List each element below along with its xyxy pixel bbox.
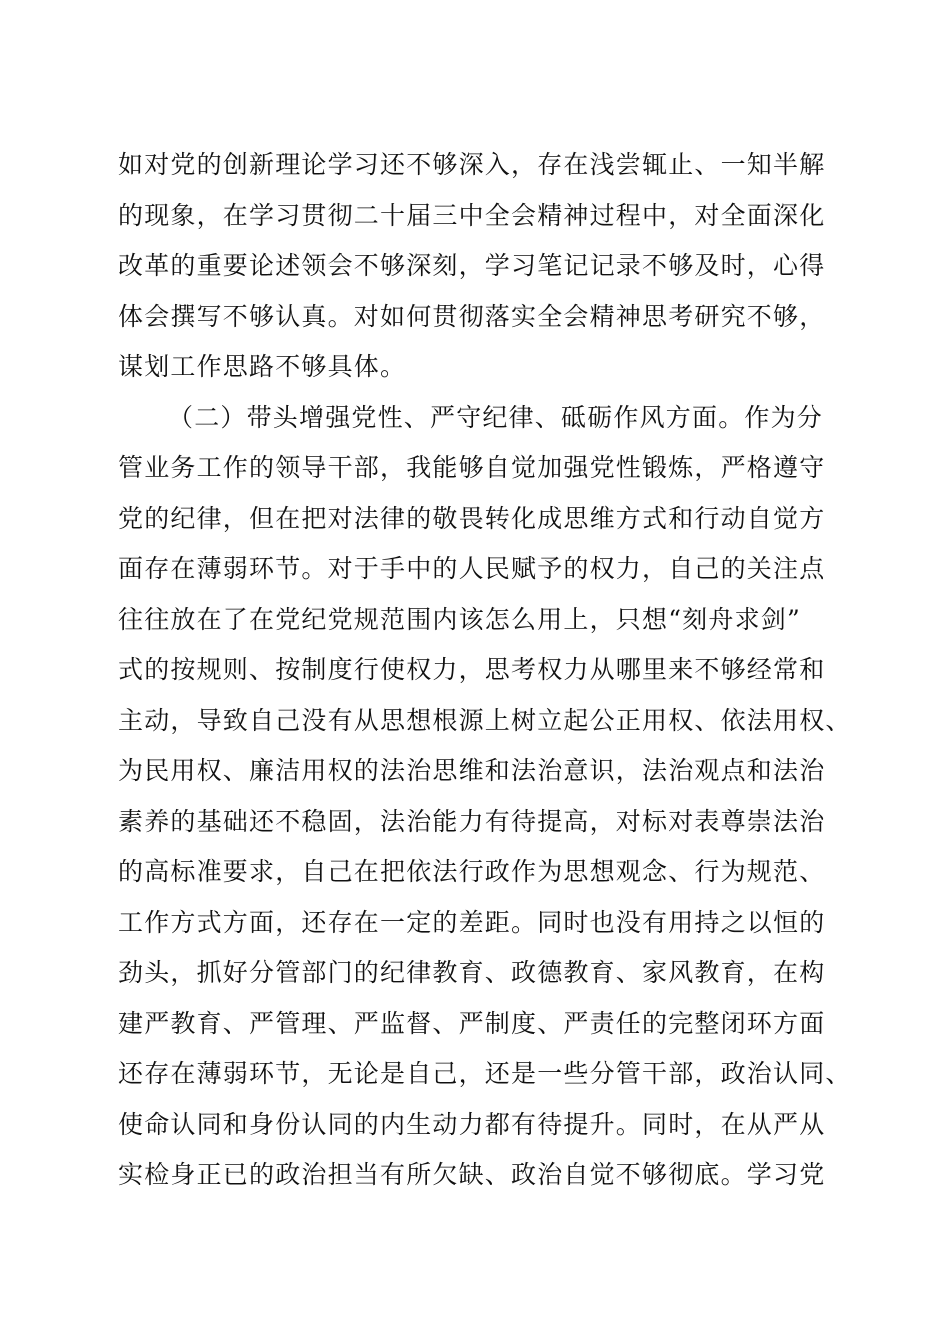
text-line: 党的纪律，但在把对法律的敬畏转化成思维方式和行动自觉方 — [118, 503, 826, 533]
text-line: 工作方式方面，还存在一定的差距。同时也没有用持之以恒的 — [118, 907, 826, 937]
text-line: 面存在薄弱环节。对于手中的人民赋予的权力，自己的关注点 — [118, 554, 826, 583]
text-line: 体会撰写不够认真。对如何贯彻落实全会精神思考研究不够， — [118, 301, 826, 331]
text-line: 为民用权、廉洁用权的法治思维和法治意识，法治观点和法治 — [118, 756, 826, 785]
text-line: 还存在薄弱环节，无论是自己，还是一些分管干部，政治认同、 — [118, 1059, 852, 1088]
text-line: 的高标准要求，自己在把依法行政作为思想观念、行为规范、 — [118, 857, 826, 886]
text-line: 建严教育、严管理、严监督、严制度、严责任的完整闭环方面 — [118, 1008, 826, 1038]
text-line: 主动，导致自己没有从思想根源上树立起公正用权、依法用权、 — [118, 705, 852, 735]
text-line: 素养的基础还不稳固，法治能力有待提高，对标对表尊崇法治 — [118, 806, 826, 836]
section-heading-line: （二）带头增强党性、严守纪律、砥砺作风方面。作为分 — [168, 402, 824, 432]
text-line: 谋划工作思路不够具体。 — [118, 352, 407, 381]
body-text — [118, 140, 858, 1201]
text-line: 使命认同和身份认同的内生动力都有待提升。同时，在从严从 — [118, 1109, 826, 1139]
text-line: 管业务工作的领导干部，我能够自觉加强党性锻炼，严格遵守 — [118, 453, 826, 482]
text-line: 实检身正已的政治担当有所欠缺、政治自觉不够彻底。学习党 — [118, 1160, 826, 1189]
text-line: 劲头，抓好分管部门的纪律教育、政德教育、家风教育，在构 — [118, 958, 826, 987]
text-line: 改革的重要论述领会不够深刻，学习笔记记录不够及时，心得 — [118, 251, 826, 280]
text-line: 的现象，在学习贯彻二十届三中全会精神过程中，对全面深化 — [118, 200, 826, 230]
text-line: 式的按规则、按制度行使权力，思考权力从哪里来不够经常和 — [118, 655, 826, 684]
text-line: 往往放在了在党纪党规范围内该怎么用上，只想“刻舟求剑” — [118, 604, 801, 634]
text-line: 如对党的创新理论学习还不够深入，存在浅尝辄止、一知半解 — [118, 150, 826, 179]
